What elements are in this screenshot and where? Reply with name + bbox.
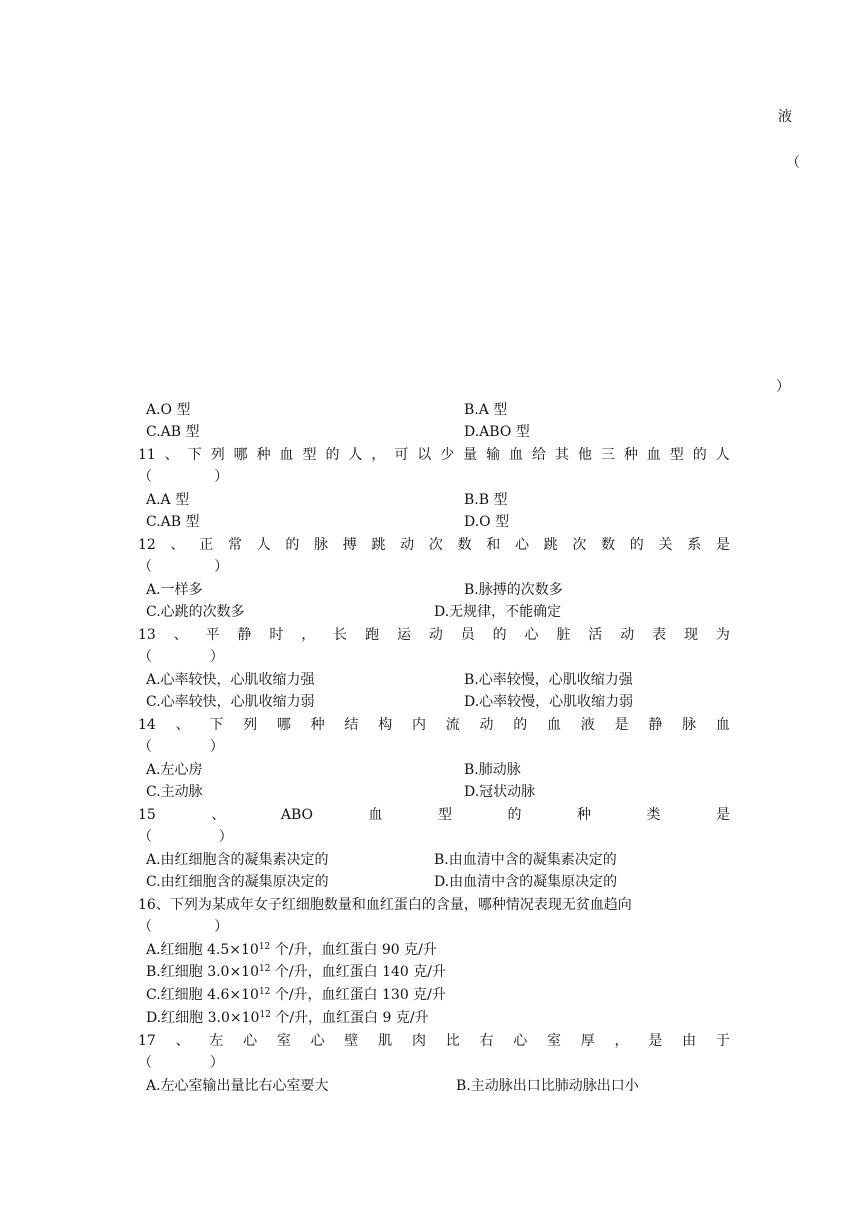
fragment-ye: 液: [778, 109, 792, 125]
question-13-stem-token: 心: [524, 627, 539, 643]
question-14-stem-token: 的: [513, 717, 528, 733]
question-12-stem-token: 、: [170, 537, 185, 553]
q16-option-d: [146, 1007, 429, 1029]
question-13-stem-token: 、: [173, 627, 188, 643]
question-13-stem-token: 现: [683, 627, 698, 643]
q17-option-a: A.左心室输出量比右心室要大: [146, 1078, 329, 1094]
question-17-stem-token: 心: [513, 1033, 528, 1049]
question-17-stem: [138, 1030, 730, 1052]
question-11-stem-token: 其: [554, 447, 569, 463]
q10-option-a: A.O 型: [146, 402, 191, 418]
question-14-stem-token: 血: [715, 717, 730, 733]
question-12-stem-token: 脉: [314, 537, 329, 553]
question-13-stem-token: 运: [396, 627, 411, 643]
q13-options-row-1: [146, 669, 746, 691]
q16-option-a: [146, 939, 437, 961]
q16-option-b-post: 个/升，血红蛋白 140 克/升: [270, 964, 446, 980]
question-12-stem-token: 的: [629, 537, 644, 553]
question-17-stem-token: 左: [209, 1033, 224, 1049]
question-11-stem-token: 可: [394, 447, 409, 463]
question-12-stem-token: 跳: [371, 537, 386, 553]
question-15-answer-blank: （ ）: [138, 829, 233, 845]
question-14-stem-token: 下: [209, 717, 224, 733]
question-11-stem-token: 人: [348, 447, 363, 463]
question-17-stem-token: 是: [648, 1033, 663, 1049]
q14-option-c: C.主动脉: [146, 784, 203, 800]
question-15-stem-token: 的: [507, 807, 522, 823]
question-13: [138, 624, 730, 668]
question-12-stem-token: 常: [227, 537, 242, 553]
question-12-stem-token: 数: [457, 537, 472, 553]
question-11-stem-token: 、: [164, 447, 179, 463]
question-11-stem-token: 型: [302, 447, 317, 463]
question-13-stem-token: 时: [269, 627, 284, 643]
q16-option-b: [146, 961, 446, 983]
question-13-stem-token: 脏: [556, 627, 571, 643]
question-13-stem-token: 动: [428, 627, 443, 643]
question-11-stem-token: 的: [692, 447, 707, 463]
question-13-stem-token: 13: [138, 627, 156, 643]
q10-option-b: B.A 型: [464, 402, 508, 418]
question-17: [138, 1030, 730, 1074]
q15-option-a: A.由红细胞含的凝集素决定的: [146, 852, 329, 868]
question-17-stem-token: 比: [445, 1033, 460, 1049]
question-13-stem-token: 静: [237, 627, 252, 643]
q16-option-a-post: 个/升，血红蛋白 90 克/升: [270, 942, 437, 958]
q17-options-row-1: [146, 1075, 746, 1097]
question-15-stem: [138, 804, 730, 826]
question-13-stem-token: 动: [620, 627, 635, 643]
question-11-stem-token: 量: [463, 447, 478, 463]
question-17-stem-token: 、: [175, 1033, 190, 1049]
question-16-stem: [138, 894, 730, 916]
q16-option-c-pre: C.红细胞 4.6×10: [146, 987, 259, 1003]
question-17-stem-token: 心: [310, 1033, 325, 1049]
question-15-stem-token: 类: [646, 807, 661, 823]
question-13-answer-blank: （ ）: [138, 649, 224, 665]
question-15-stem-token: 型: [437, 807, 452, 823]
q13-option-d: D.心率较慢，心肌收缩力弱: [464, 694, 634, 710]
q14-option-d: D.冠状动脉: [464, 784, 536, 800]
q12-option-d: D.无规律，不能确定: [434, 604, 562, 620]
q15-options-row-2: [146, 871, 746, 893]
q15-option-b: B.由血清中含的凝集素决定的: [434, 852, 617, 868]
question-11-stem-token: 血: [279, 447, 294, 463]
question-11-stem-token: 哪: [233, 447, 248, 463]
question-15-stem-token: 、: [211, 807, 226, 823]
question-12-stem-token: 次: [572, 537, 587, 553]
q12-option-c: C.心跳的次数多: [146, 604, 245, 620]
question-17-answer-blank: （ ）: [138, 1055, 224, 1071]
question-14-stem-token: 动: [479, 717, 494, 733]
question-14: [138, 714, 730, 758]
q14-option-b: B.肺动脉: [464, 762, 521, 778]
question-16-stem-token: 16、下列为某成年女子红细胞数量和血红蛋白的含量，哪种情况表现无贫血趋向: [138, 897, 632, 913]
question-12-stem: [138, 534, 730, 556]
question-14-stem-token: 脉: [682, 717, 697, 733]
q10-option-d: D.ABO 型: [464, 424, 530, 440]
question-13-stem-token: 长: [333, 627, 348, 643]
question-14-stem-token: 是: [614, 717, 629, 733]
question-11-stem: [138, 444, 730, 466]
question-11-stem-token: 输: [486, 447, 501, 463]
question-12-stem-token: 的: [285, 537, 300, 553]
question-12-stem-token: 搏: [342, 537, 357, 553]
question-12-stem-token: 数: [601, 537, 616, 553]
question-14-stem-token: 构: [378, 717, 393, 733]
q13-option-b: B.心率较慢，心肌收缩力强: [464, 672, 633, 688]
question-13-stem-token: 活: [588, 627, 603, 643]
q16-option-b-pre: B.红细胞 3.0×10: [146, 964, 259, 980]
question-14-stem-token: 14: [138, 717, 156, 733]
q17-option-b: B.主动脉出口比肺动脉出口小: [456, 1078, 639, 1094]
q16-option-d-pre: D.红细胞 3.0×10: [146, 1010, 260, 1026]
question-11-stem-token: 血: [646, 447, 661, 463]
q16-option-d-exp: 12: [259, 1010, 271, 1020]
question-11-stem-token: 血: [509, 447, 524, 463]
question-11-stem-token: 型: [669, 447, 684, 463]
question-17-stem-token: 室: [547, 1033, 562, 1049]
question-12-answer-blank: （ ）: [138, 559, 229, 575]
q15-option-d: D.由血清中含的凝集原决定的: [434, 874, 618, 890]
question-11: [138, 444, 730, 488]
question-14-stem-token: 内: [411, 717, 426, 733]
question-13-stem-token: 的: [492, 627, 507, 643]
question-13-stem-token: ，: [301, 627, 316, 643]
question-11-stem-token: 列: [210, 447, 225, 463]
question-15: [138, 804, 730, 848]
question-11-stem-token: 以: [417, 447, 432, 463]
question-17-stem-token: 室: [276, 1033, 291, 1049]
question-16-answer-blank: （ ）: [138, 919, 229, 935]
q10-option-c: C.AB 型: [146, 424, 200, 440]
question-13-stem: [138, 624, 730, 646]
q16-option-b-exp: 12: [259, 964, 271, 974]
question-17-stem-token: 心: [243, 1033, 258, 1049]
question-11-stem-token: 少: [440, 447, 455, 463]
question-17-stem-token: 肌: [378, 1033, 393, 1049]
question-15-stem-token: ABO: [280, 807, 313, 823]
question-15-stem-token: 血: [368, 807, 383, 823]
question-14-stem-token: 液: [580, 717, 595, 733]
fragment-paren-close: ）: [776, 379, 790, 395]
question-12-stem-token: 正: [199, 537, 214, 553]
q13-option-a: A.心率较快，心肌收缩力强: [146, 672, 315, 688]
question-13-stem-token: 表: [652, 627, 667, 643]
q13-options-row-2: [146, 691, 746, 713]
question-13-stem-token: 跑: [365, 627, 380, 643]
q11-option-c: C.AB 型: [146, 514, 200, 530]
question-13-stem-token: 平: [205, 627, 220, 643]
question-12: [138, 534, 730, 578]
question-11-answer-blank: （ ）: [138, 469, 229, 485]
q11-option-b: B.B 型: [464, 492, 508, 508]
question-15-stem-token: 种: [576, 807, 591, 823]
question-14-stem-token: 结: [344, 717, 359, 733]
q12-options-row-1: [146, 579, 746, 601]
fragment-paren-open: （: [786, 155, 800, 171]
question-12-stem-token: 人: [256, 537, 271, 553]
q16-option-d-post: 个/升，血红蛋白 9 克/升: [270, 1010, 429, 1026]
question-12-stem-token: 心: [514, 537, 529, 553]
question-17-stem-token: 右: [479, 1033, 494, 1049]
question-12-stem-token: 12: [138, 537, 156, 553]
question-17-stem-token: 于: [715, 1033, 730, 1049]
question-17-stem-token: ，: [614, 1033, 629, 1049]
question-12-stem-token: 和: [486, 537, 501, 553]
question-11-stem-token: 给: [532, 447, 547, 463]
question-14-answer-blank: （ ）: [138, 739, 224, 755]
q12-option-b: B.脉搏的次数多: [464, 582, 563, 598]
q16-option-c-exp: 12: [258, 987, 271, 997]
q11-options-row-1: [146, 489, 746, 511]
q16-option-c: [146, 984, 446, 1006]
question-14-stem-token: 、: [175, 717, 190, 733]
question-12-stem-token: 跳: [543, 537, 558, 553]
question-12-stem-token: 是: [715, 537, 730, 553]
q16-option-c-post: 个/升，血红蛋白 130 克/升: [270, 987, 446, 1003]
question-11-stem-token: 他: [577, 447, 592, 463]
question-16: [138, 894, 730, 938]
q13-option-c: C.心率较快，心肌收缩力弱: [146, 694, 315, 710]
question-13-stem-token: 为: [715, 627, 730, 643]
question-14-stem-token: 种: [310, 717, 325, 733]
q14-option-a: A.左心房: [146, 762, 203, 778]
question-17-stem-token: 壁: [344, 1033, 359, 1049]
question-17-stem-token: 由: [682, 1033, 697, 1049]
question-14-stem: [138, 714, 730, 736]
question-11-stem-token: 的: [325, 447, 340, 463]
q16-option-a-pre: A.红细胞 4.5×10: [146, 942, 259, 958]
question-11-stem-token: 下: [187, 447, 202, 463]
question-15-stem-token: 是: [715, 807, 730, 823]
question-11-stem-token: 11: [138, 447, 156, 463]
q11-options-row-2: [146, 511, 746, 533]
question-14-stem-token: 静: [648, 717, 663, 733]
question-11-stem-token: 三: [600, 447, 615, 463]
q15-options-row-1: [146, 849, 746, 871]
q11-option-d: D.O 型: [464, 514, 510, 530]
q10-options-row-1: [146, 399, 746, 421]
q11-option-a: A.A 型: [146, 492, 190, 508]
q14-options-row-2: [146, 781, 746, 803]
question-13-stem-token: 员: [460, 627, 475, 643]
question-11-stem-token: 种: [623, 447, 638, 463]
q12-options-row-2: [146, 601, 746, 623]
question-11-stem-token: 人: [715, 447, 730, 463]
question-17-stem-token: 肉: [411, 1033, 426, 1049]
question-11-stem-token: 种: [256, 447, 271, 463]
q15-option-c: C.由红细胞含的凝集原决定的: [146, 874, 329, 890]
q10-options-row-2: [146, 421, 746, 443]
question-12-stem-token: 次: [428, 537, 443, 553]
question-12-stem-token: 动: [400, 537, 415, 553]
q16-option-a-exp: 12: [258, 942, 271, 952]
question-12-stem-token: 关: [658, 537, 673, 553]
question-15-stem-token: 15: [138, 807, 156, 823]
q14-options-row-1: [146, 759, 746, 781]
q12-option-a: A.一样多: [146, 582, 203, 598]
question-14-stem-token: 哪: [276, 717, 291, 733]
question-14-stem-token: 血: [547, 717, 562, 733]
question-14-stem-token: 流: [445, 717, 460, 733]
question-11-stem-token: ，: [371, 447, 386, 463]
question-12-stem-token: 系: [687, 537, 702, 553]
question-17-stem-token: 厚: [580, 1033, 595, 1049]
question-17-stem-token: 17: [138, 1033, 156, 1049]
question-14-stem-token: 列: [243, 717, 258, 733]
